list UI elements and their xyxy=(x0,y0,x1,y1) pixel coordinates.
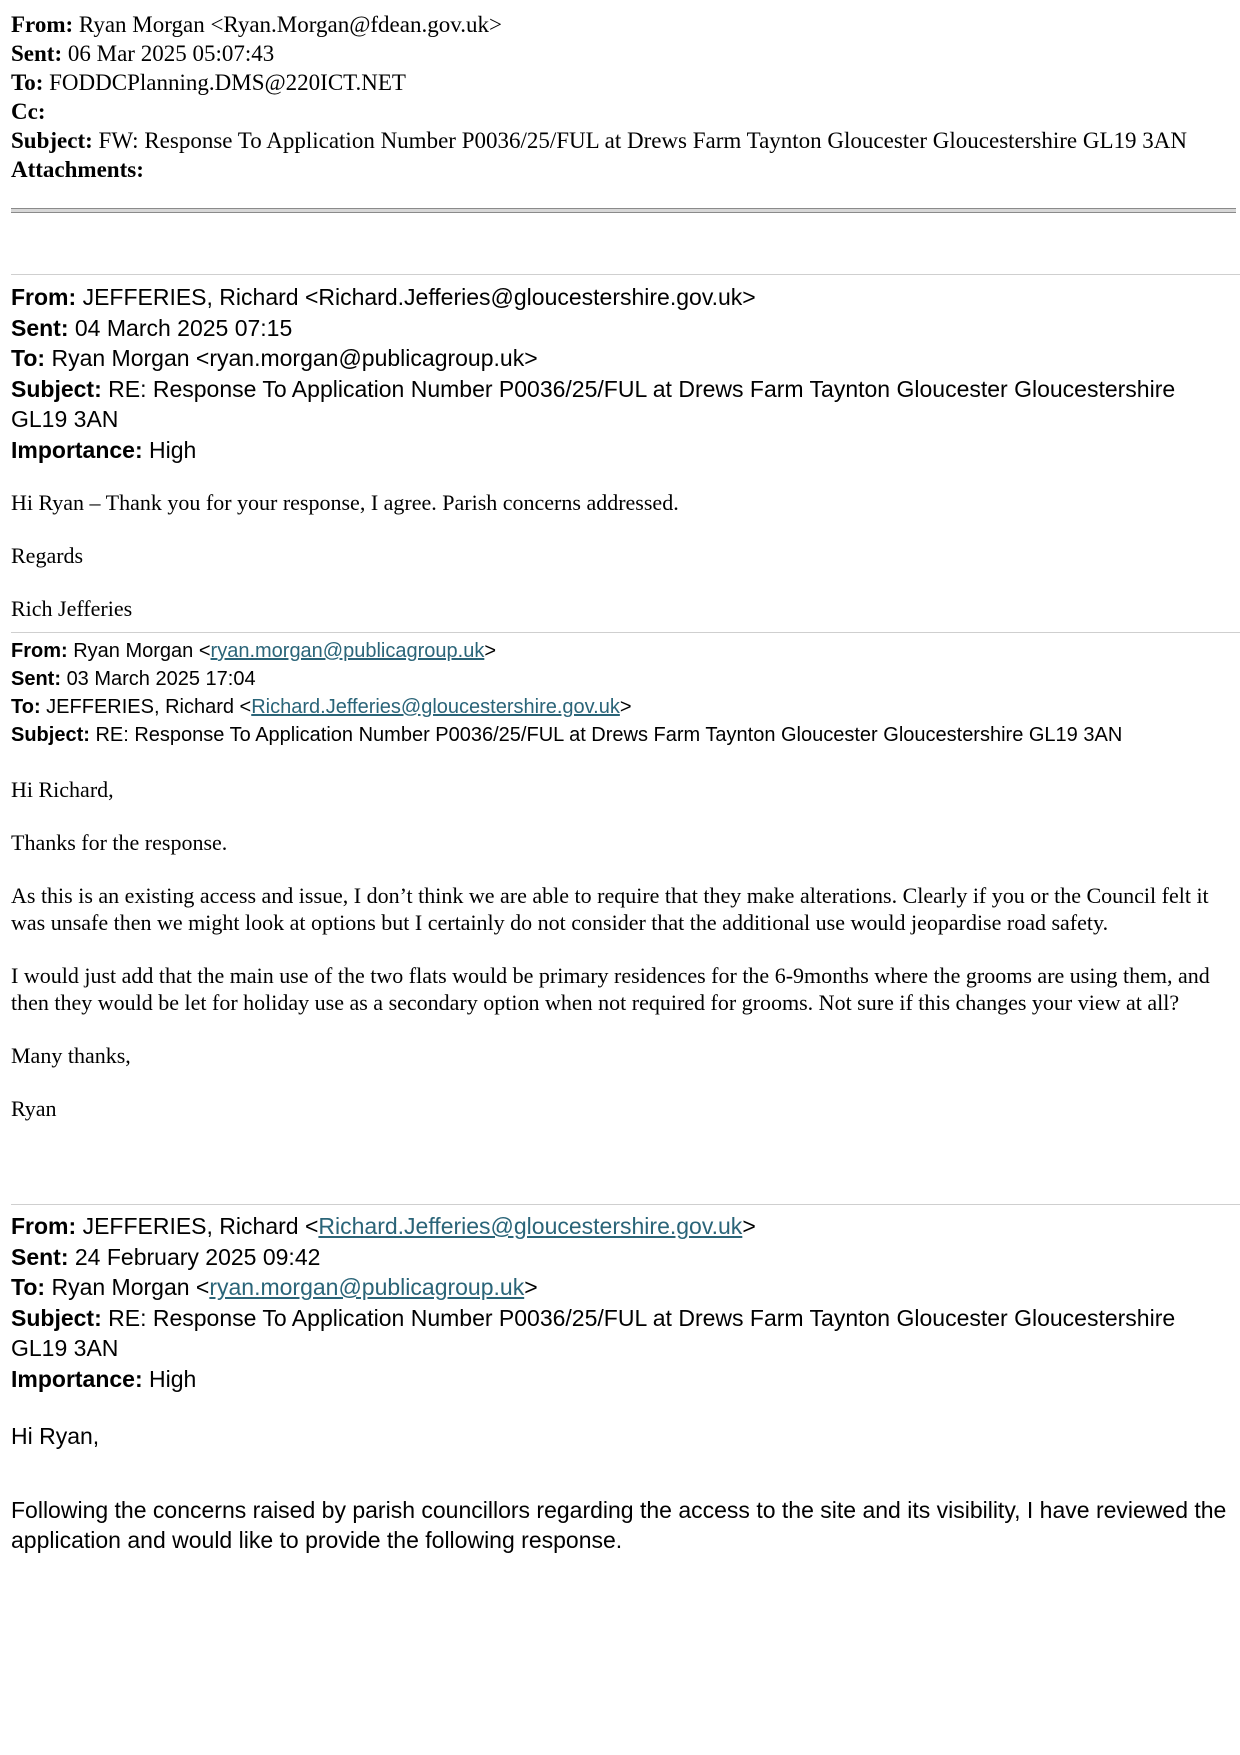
message2-body xyxy=(11,776,1236,1122)
message2-header xyxy=(11,637,1236,749)
message2-from-email-link[interactable]: ryan.morgan@publicagroup.uk xyxy=(210,640,485,662)
message2-to-email-link[interactable]: Richard.Jefferies@gloucestershire.gov.uk xyxy=(251,696,620,718)
header-cc-line xyxy=(11,97,1236,126)
message1-subject-value: RE: Response To Application Number P0036/25/FUL at Drews Farm Taynton Gloucester Gloucestershire GL19 3AN xyxy=(11,375,1176,432)
header-sent-value: 06 Mar 2025 05:07:43 xyxy=(67,41,275,66)
message2-paragraph: Thanks for the response. xyxy=(11,830,228,855)
message2-paragraph: I would just add that the main use of the two flats would be primary residences for the 6-9months where the grooms are using them, and then they would be let for holiday use as a secondary option when not required for grooms. Not sure if this changes your view at all? xyxy=(11,963,1210,1015)
message3-sent-value: 24 February 2025 09:42 xyxy=(74,1243,321,1270)
message3-subject-line xyxy=(11,1303,1236,1364)
message2-to-close: > xyxy=(619,696,632,718)
message3-from-close: > xyxy=(742,1213,756,1239)
cc-label: Cc: xyxy=(11,99,46,124)
message3-from-email-link[interactable]: Richard.Jefferies@gloucestershire.gov.uk xyxy=(318,1213,743,1239)
message1-body xyxy=(11,489,1236,622)
message1-importance-line xyxy=(11,435,1236,466)
message2-paragraph: Hi Richard, xyxy=(11,777,114,802)
message3-greeting: Hi Ryan, xyxy=(11,1423,100,1449)
message1-to-line xyxy=(11,343,1236,374)
header-from-line xyxy=(11,10,1236,39)
subject-label: Subject: xyxy=(11,724,90,746)
message1-paragraph: Regards xyxy=(11,543,84,568)
header-to-line xyxy=(11,68,1236,97)
message2-from-name: Ryan Morgan < xyxy=(73,640,211,662)
message3-to-name: Ryan Morgan < xyxy=(51,1274,210,1300)
message2-sent-line xyxy=(11,665,1236,693)
message1-from-value: JEFFERIES, Richard <Richard.Jefferies@gloucestershire.gov.uk> xyxy=(82,284,756,310)
header-to-value: FODDCPlanning.DMS@220ICT.NET xyxy=(49,70,406,95)
sent-label: Sent: xyxy=(11,314,69,341)
message3-paragraph: Following the concerns raised by parish councillors regarding the access to the site and its visibility, I have reviewed the application and would like to provide the following response. xyxy=(11,1497,1227,1553)
to-label: To: xyxy=(11,70,44,95)
sent-label: Sent: xyxy=(11,668,61,690)
from-label: From: xyxy=(11,1213,77,1239)
message-separator xyxy=(11,274,1240,275)
message3-from-line xyxy=(11,1211,1236,1242)
message3-to-email-link[interactable]: ryan.morgan@publicagroup.uk xyxy=(209,1274,525,1300)
message1-header xyxy=(11,282,1236,465)
sent-label: Sent: xyxy=(11,41,63,66)
importance-label: Importance: xyxy=(11,436,143,463)
message3-body xyxy=(11,1421,1236,1555)
message3-subject-value: RE: Response To Application Number P0036/25/FUL at Drews Farm Taynton Gloucester Gloucestershire GL19 3AN xyxy=(11,1304,1176,1361)
message-separator xyxy=(11,632,1240,633)
message1-importance-value: High xyxy=(149,436,197,463)
message2-to-name: JEFFERIES, Richard < xyxy=(46,696,252,718)
header-subject-line xyxy=(11,126,1236,155)
header-from-value: Ryan Morgan <Ryan.Morgan@fdean.gov.uk> xyxy=(78,12,502,37)
from-label: From: xyxy=(11,640,68,662)
header-subject-value: FW: Response To Application Number P0036/25/FUL at Drews Farm Taynton Gloucester Gloucestershire GL19 3AN xyxy=(98,128,1188,153)
message1-from-line xyxy=(11,282,1236,313)
from-label: From: xyxy=(11,284,77,310)
message2-from-close: > xyxy=(484,640,497,662)
email-document xyxy=(11,10,1236,1555)
message3-importance-value: High xyxy=(149,1365,197,1392)
to-label: To: xyxy=(11,1274,46,1300)
header-sent-line xyxy=(11,39,1236,68)
message3-header xyxy=(11,1211,1236,1394)
message1-paragraph: Hi Ryan – Thank you for your response, I agree. Parish concerns addressed. xyxy=(11,490,679,515)
message3-sent-line xyxy=(11,1242,1236,1273)
sent-label: Sent: xyxy=(11,1243,69,1270)
message2-to-line xyxy=(11,693,1236,721)
message2-subject-value: RE: Response To Application Number P0036/25/FUL at Drews Farm Taynton Gloucester Gloucestershire GL19 3AN xyxy=(95,724,1123,746)
subject-label: Subject: xyxy=(11,375,102,402)
message1-to-value: Ryan Morgan <ryan.morgan@publicagroup.uk> xyxy=(51,345,538,371)
message2-from-line xyxy=(11,637,1236,665)
message3-to-close: > xyxy=(524,1274,538,1300)
message3-from-name: JEFFERIES, Richard < xyxy=(82,1213,319,1239)
message1-sent-value: 04 March 2025 07:15 xyxy=(74,314,293,341)
message1-sent-line xyxy=(11,313,1236,344)
message2-paragraph: Many thanks, xyxy=(11,1043,131,1068)
message1-subject-line xyxy=(11,374,1236,435)
importance-label: Importance: xyxy=(11,1365,143,1392)
header-attachments-line xyxy=(11,155,1236,184)
email-header xyxy=(11,10,1236,184)
message1-signature: Rich Jefferies xyxy=(11,596,133,621)
message2-sent-value: 03 March 2025 17:04 xyxy=(66,668,256,690)
subject-label: Subject: xyxy=(11,128,93,153)
attachments-label: Attachments: xyxy=(11,157,144,182)
to-label: To: xyxy=(11,696,41,718)
from-label: From: xyxy=(11,12,74,37)
message3-importance-line xyxy=(11,1364,1236,1395)
to-label: To: xyxy=(11,345,46,371)
message2-subject-line xyxy=(11,721,1236,749)
message2-paragraph: As this is an existing access and issue, I don’t think we are able to require that they make alterations. Clearly if you or the Council felt it was unsafe then we might look at options but I certainly do not consider that the additional use would jeopardise road safety. xyxy=(11,883,1209,935)
message3-to-line xyxy=(11,1272,1236,1303)
subject-label: Subject: xyxy=(11,1304,102,1331)
header-divider xyxy=(11,208,1236,213)
message2-signature: Ryan xyxy=(11,1096,57,1121)
message-separator xyxy=(11,1204,1240,1205)
